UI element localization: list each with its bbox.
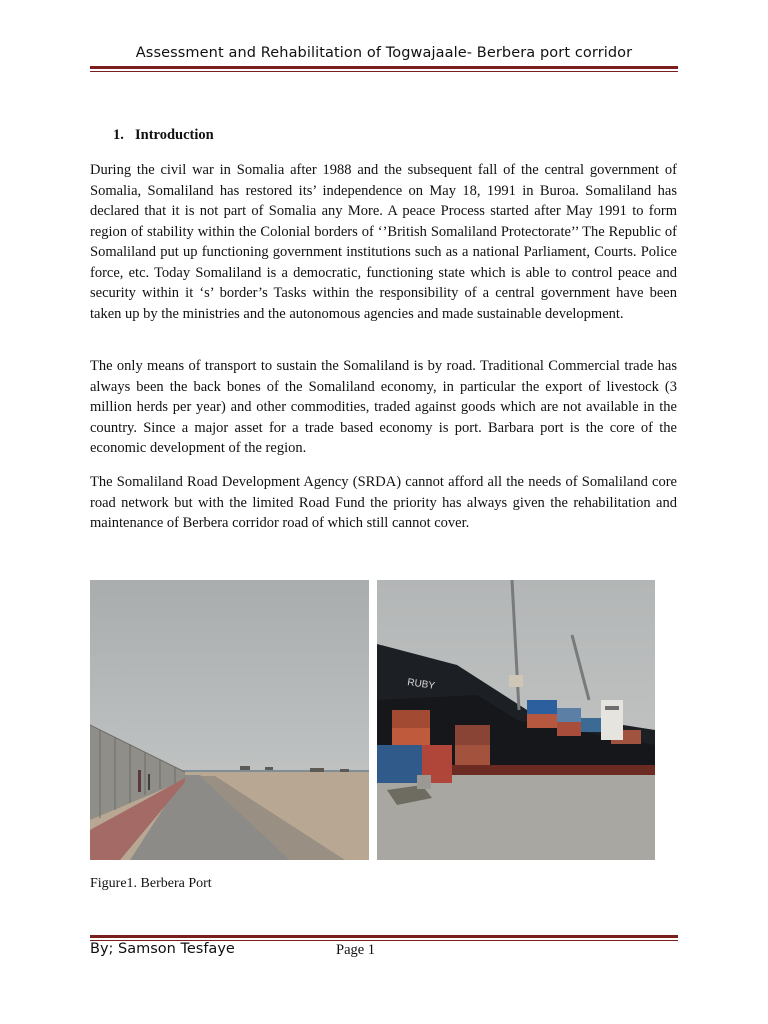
footer-rule-thick bbox=[90, 935, 678, 938]
header-rule-thick bbox=[90, 66, 678, 69]
photo-corridor-road bbox=[90, 580, 369, 860]
section-title: Introduction bbox=[135, 127, 214, 143]
header-rule-thin bbox=[90, 71, 678, 72]
paragraph-2: The only means of transport to sustain the Somaliland is by road. Traditional Commercial trade has always been the back bones of the Somaliland economy, in particular the export of livestock (3 million herds per year) and other commodities, traded against goods which are not available in the country. Since a major asset for a trade based economy is port. Barbara port is the core of the economic development of the region. bbox=[90, 358, 677, 456]
paragraph-1: During the civil war in Somalia after 1988 and the subsequent fall of the central government of Somalia, Somaliland has restored its’ independence on May 18, 1991 in Buroa. Somaliland has declared that it is not part of Somalia any More. A peace Process started after May 1991 to form region of stability within the Colonial borders of ‘’British Somaliland Protectorate’’ The Republic of Somaliland put up functioning government institutions such as a national Parliament, Courts. Police force, etc. Today Somaliland is a democratic, functioning state which is able to control peace and security within it ‘s’ border’s Tasks within the responsibility of a central government have been taken up by the ministries and the autonomous agencies and made sustainable development. bbox=[90, 162, 677, 322]
footer-page-number: Page 1 bbox=[336, 942, 376, 958]
page-header-title: Assessment and Rehabilitation of Togwajaale- Berbera port corridor bbox=[135, 45, 633, 61]
paragraph-3: The Somaliland Road Development Agency (SRDA) cannot afford all the needs of Somaliland core road network but with the limited Road Fund the priority has always given the rehabilitation and maintenance of Berbera corridor road of which still cannot cover. bbox=[90, 474, 677, 531]
figure-caption: Figure1. Berbera Port bbox=[90, 876, 212, 891]
section-number: 1. bbox=[113, 127, 124, 143]
footer-author: By; Samson Tesfaye bbox=[90, 941, 235, 957]
section-heading bbox=[113, 127, 214, 144]
ship-name-label: RUBY bbox=[406, 677, 436, 692]
photo-port-ship bbox=[377, 580, 655, 860]
